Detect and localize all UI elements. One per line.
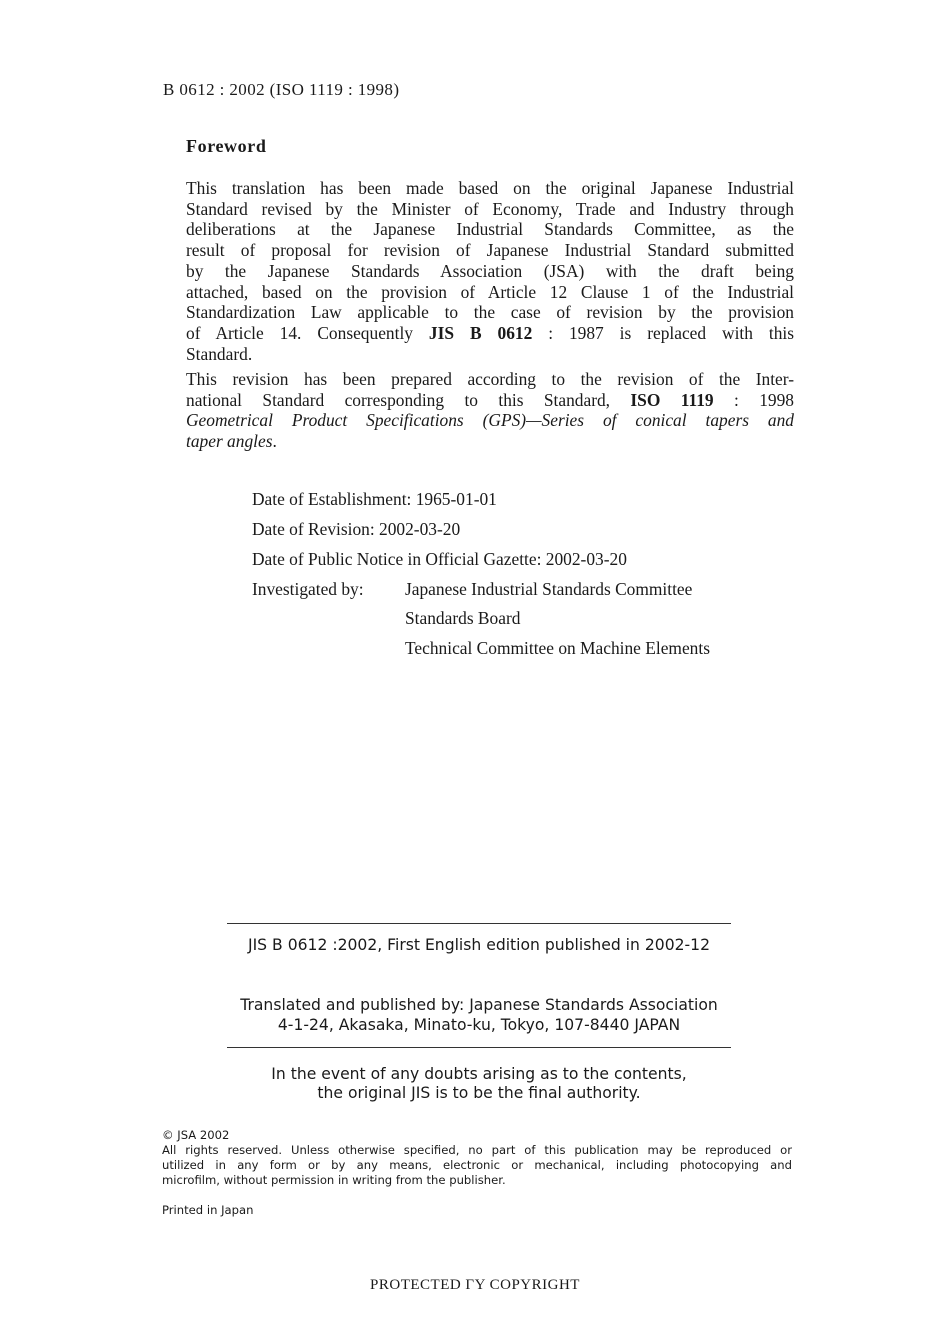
publisher-address: 4-1-24, Akasaka, Minato-ku, Tokyo, 107-8440 JAPAN	[277, 1016, 681, 1034]
date-public-notice: Date of Public Notice in Official Gazette: 2002-03-20	[252, 549, 627, 569]
investigated-by-line: Technical Committee on Machine Elements	[405, 638, 710, 658]
printed-in: Printed in Japan	[162, 1203, 254, 1217]
paragraph-line: This revision has been prepared according to the revision of the Inter-	[186, 369, 794, 389]
investigated-by-line: Japanese Industrial Standards Committee	[405, 579, 693, 599]
date-establishment: Date of Establishment: 1965-01-01	[252, 489, 497, 509]
rights-line: All rights reserved. Unless otherwise specified, no part of this publication may be reproduced or	[162, 1143, 792, 1157]
paragraph-line: deliberations at the Japanese Industrial Standards Committee, as the	[186, 219, 794, 240]
paragraph-line: Standard revised by the Minister of Economy, Trade and Industry through	[186, 198, 794, 219]
paragraph-text: national Standard corresponding to this Standard,	[186, 389, 631, 410]
iso-standard-ref: ISO 1119	[630, 389, 714, 410]
foreword-paragraph-2	[186, 369, 794, 452]
paragraph-line: result of proposal for revision of Japanese Industrial Standard submitted	[186, 240, 794, 261]
paragraph-text: : 1998	[713, 389, 794, 410]
iso-title-end: taper angles	[186, 431, 273, 452]
publisher-line: Translated and published by: Japanese Standards Association	[240, 996, 718, 1014]
edition-line: JIS B 0612 :2002, First English edition published in 2002-12	[247, 936, 711, 954]
replaced-standard-ref: JIS B 0612	[428, 322, 533, 343]
rights-line: utilized in any form or by any means, electronic or mechanical, including photocopying and	[162, 1158, 792, 1172]
paragraph-line: attached, based on the provision of Article 12 Clause 1 of the Industrial	[186, 281, 794, 302]
paragraph-line: This translation has been made based on the original Japanese Industrial	[186, 178, 794, 198]
authority-line: the original JIS is to be the final authority.	[317, 1084, 641, 1102]
paragraph-line	[186, 390, 794, 411]
paragraph-line: Standardization Law applicable to the case of revision by the provision	[186, 302, 794, 323]
investigated-by-line: Standards Board	[405, 608, 521, 628]
authority-line: In the event of any doubts arising as to the contents,	[271, 1065, 687, 1083]
copyright-mark: © JSA 2002	[162, 1128, 230, 1142]
standard-number-header: B 0612 : 2002 (ISO 1119 : 1998)	[163, 80, 400, 99]
divider-top	[227, 923, 731, 924]
foreword-paragraph-1	[186, 178, 794, 364]
foreword-title: Foreword	[186, 136, 267, 156]
paragraph-line: by the Japanese Standards Association (JSA) with the draft being	[186, 260, 794, 281]
paragraph-line: Standard.	[186, 343, 253, 364]
paragraph-text: of Article 14. Consequently	[186, 322, 429, 343]
paragraph-line	[186, 323, 794, 344]
iso-title-line: Geometrical Product Specifications (GPS)—Series of conical tapers and	[186, 410, 794, 431]
divider-bottom	[227, 1047, 731, 1048]
investigated-by-label: Investigated by:	[252, 579, 364, 599]
copyright-stamp: PROTECTED ΓY COPYRIGHT	[370, 1277, 580, 1293]
date-revision: Date of Revision: 2002-03-20	[252, 519, 461, 539]
paragraph-text: .	[272, 431, 277, 452]
paragraph-text: : 1987 is replaced with this	[532, 322, 794, 343]
rights-line: microfilm, without permission in writing from the publisher.	[162, 1173, 506, 1187]
paragraph-line	[186, 431, 794, 452]
copyright-block	[162, 1128, 792, 1218]
